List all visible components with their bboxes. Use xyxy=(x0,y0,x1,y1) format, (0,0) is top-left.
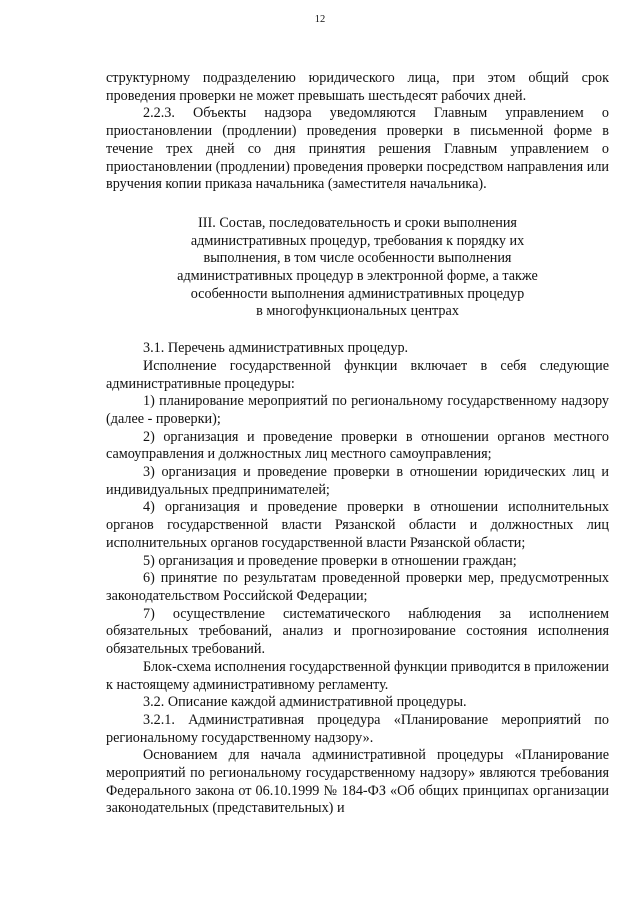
heading-line: административных процедур в электронной форме, а также xyxy=(177,268,538,285)
list-item: 3) организация и проведение проверки в отношении юридических лиц и индивидуальных предпринимателей; xyxy=(106,464,609,498)
heading-line: выполнения, в том числе особенности выполнения xyxy=(203,250,512,267)
paragraph: структурному подразделению юридического лица, при этом общий срок проведения проверки не может превышать шестьдесят рабочих дней. xyxy=(106,70,609,104)
heading-line: особенности выполнения административных процедур xyxy=(190,285,525,302)
paragraph: Блок-схема исполнения государственной функции приводится в приложении к настоящему административному регламенту. xyxy=(106,658,609,693)
document-body xyxy=(106,70,609,818)
heading-line: административных процедур, требования к порядку их xyxy=(190,232,525,249)
list-item: 1) планирование мероприятий по региональному государственному надзору (далее - проверки); xyxy=(106,393,609,427)
list-item: 6) принятие по результатам проведенной проверки мер, предусмотренных законодательством Российской Федерации; xyxy=(106,570,609,604)
paragraph: Исполнение государственной функции включает в себя следующие административные процедуры: xyxy=(106,357,609,392)
list-item: 2) организация и проведение проверки в отношении органов местного самоуправления и должностных лиц местного самоуправления; xyxy=(106,428,609,463)
paragraph: 3.1. Перечень административных процедур. xyxy=(143,340,409,357)
list-item: 5) организация и проведение проверки в отношении граждан; xyxy=(143,552,517,569)
section-heading xyxy=(106,215,609,321)
paragraph: 3.2.1. Административная процедура «Планирование мероприятий по региональному государственному надзору». xyxy=(106,711,609,746)
paragraph: 2.2.3. Объекты надзора уведомляются Главным управлением о приостановлении (продлении) проведения проверки в письменной форме в течение трех дней со дня принятия решения Главным управлением о приостановлении (продлении) проведения проверки посредством направления или вручения копии приказа начальника (заместителя начальника). xyxy=(106,105,609,193)
list-item: 4) организация и проведение проверки в отношении исполнительных органов государственной власти Рязанской области и должностных лиц исполнительных органов государственной власти Рязанской области; xyxy=(106,499,609,551)
heading-line: в многофункциональных центрах xyxy=(256,303,459,320)
list-item: 7) осуществление систематического наблюдения за исполнением обязательных требований, анализ и прогнозирование состояния исполнения обязательных требований. xyxy=(106,605,609,658)
page-number: 12 xyxy=(314,14,326,25)
heading-line: III. Состав, последовательность и сроки выполнения xyxy=(198,214,517,231)
paragraph: 3.2. Описание каждой административной процедуры. xyxy=(143,694,467,711)
paragraph: Основанием для начала административной процедуры «Планирование мероприятий по региональному государственному надзору» являются требования Федерального закона от 06.10.1999 № 184-ФЗ «Об общих принципах организации законодательных (представительных) и xyxy=(106,747,609,817)
